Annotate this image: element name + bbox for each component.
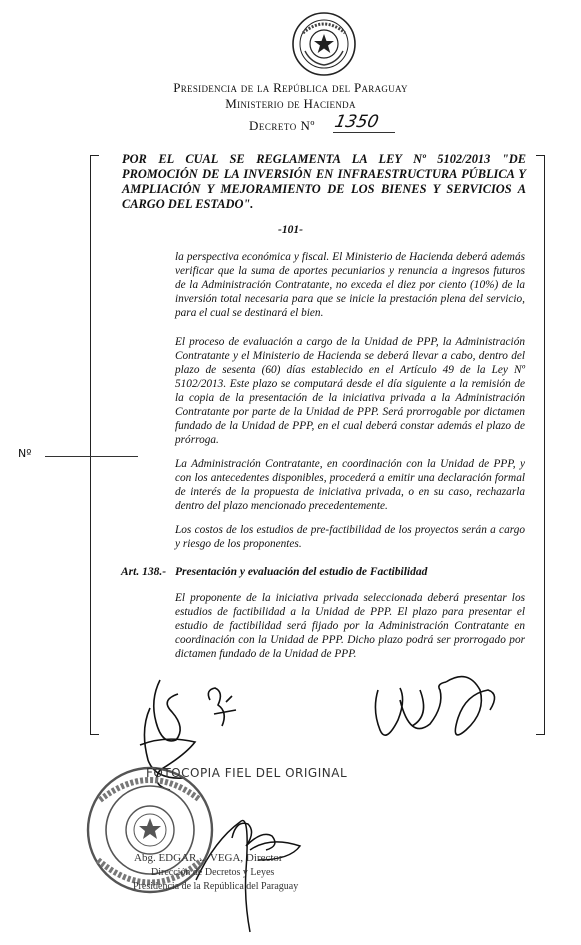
article-title: Presentación y evaluación del estudio de Factibilidad [175,566,428,578]
article-number: Art. 138.- [121,566,167,578]
stamp-department: Dirección de Decretos y Leyes [151,867,275,878]
stamp-institution: Presidencia de la República del Paraguay [133,881,299,892]
paragraph-1: la perspectiva económica y fiscal. El Ministerio de Hacienda deberá además verificar que la suma de aportes pecuniarios y renuncia a ingresos futuros de la Administración Contratante, no exceda el diez por ciento (10%) de la inversión total necesaria para que se inicie la prestación plena del servicio, para el cual se destinará el bien. [175,251,525,319]
paragraph-2: El proceso de evaluación a cargo de la Unidad de PPP, la Administración Contratante y el Ministerio de Hacienda se deberá llevar a cabo, dentro del plazo de sesenta (60) días establecido en el Artículo 49 de la Ley Nº 5102/2013. Este plazo se computará desde el día siguiente a la remisión de la copia de la presentación de la iniciativa privada a la Administración Contratante por parte de la Unidad de PPP. Será prorrogable por dictamen fundado de la Unidad de PPP, en el cual deberá constar además el plazo de prórroga. [175,336,525,446]
margin-number-label: Nº [18,447,32,460]
stamp-copy-label: FOTOCOPIA FIEL DEL ORIGINAL [146,766,348,780]
header-ministry: Ministerio de Hacienda [225,96,356,111]
signature-right-icon [375,677,494,736]
paragraph-4: Los costos de los estudios de pre-factibilidad de los proyectos serán a cargo y riesgo de los proponentes. [175,524,525,550]
header-presidency: Presidencia de la República del Paraguay [173,80,408,95]
paragraph-3: La Administración Contratante, en coordinación con la Unidad de PPP, y con los antecedentes disponibles, procederá a emitir una declaración formal de interés de la propuesta de iniciativa privada, o en su caso, rechazarla dentro del plazo mencionado precedentemente. [175,458,525,512]
document-title: POR EL CUAL SE REGLAMENTA LA LEY Nº 5102/2013 "DE PROMOCIÓN DE LA INVERSIÓN EN INFRAESTRUCTURA PÚBLICA Y AMPLIACIÓN Y MEJORAMIENTO DE LOS BIENES Y SERVICIOS A CARGO DEL ESTADO". [122,152,526,211]
paragraph-5: El proponente de la iniciativa privada seleccionada deberá presentar los estudios de factibilidad a la Unidad de PPP. El plazo para presentar el estudio de factibilidad será fijado por la Administración Contratante en coordinación con la Unidad de PPP. Dicho plazo podrá ser prorrogado por dictamen fundado de la Unidad de PPP. [175,592,525,660]
decreto-label: Decreto Nº [249,118,315,133]
decreto-number: 1350 [332,112,381,132]
stamp-signatory-name: Abg. EDGAR ... VEGA, Director [134,852,283,864]
page-number: -101- [278,224,303,236]
